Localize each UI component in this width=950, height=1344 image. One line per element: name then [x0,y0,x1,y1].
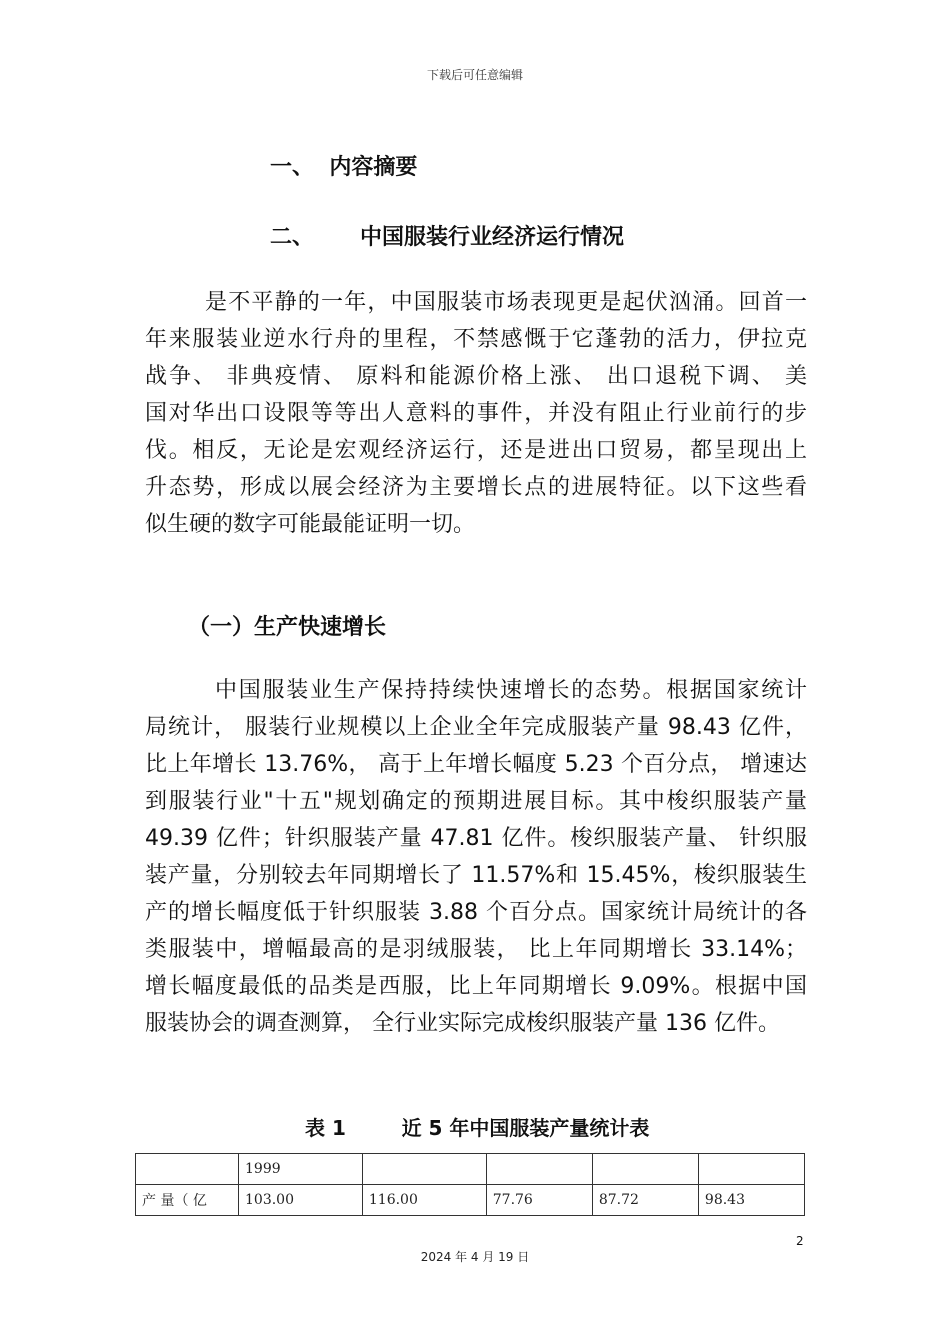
text-line: 年来服装业逆水行舟的里程，不禁感慨于它蓬勃的活力，伊拉克 [145,327,807,352]
text-line: 49.39 亿件；针织服装产量 47.81 亿件。梭织服装产量、 针织服 [145,826,807,851]
table-cell [698,1154,804,1185]
text-line: 国对华出口设限等等出人意料的事件，并没有阻止行业前行的步 [145,401,807,426]
table-cell: 1999 [239,1154,363,1185]
table-cell [362,1154,486,1185]
page-number: 2 [796,1234,804,1248]
text-line: 局统计， 服装行业规模以上企业全年完成服装产量 98.43 亿件， [145,715,807,740]
text-line: 战争、 非典疫情、 原料和能源价格上涨、 出口退税下调、 美 [145,364,807,389]
table-cell: 98.43 [698,1185,804,1216]
table-cell [136,1154,239,1185]
table-row [136,1154,805,1185]
table-cell: 116.00 [362,1185,486,1216]
text-line: 比上年增长 13.76%， 高于上年增长幅度 5.23 个百分点， 增速达 [145,752,807,777]
text-line: 中国服装业生产保持持续快速增长的态势。根据国家统计 [215,678,807,703]
section-heading-industry: 二、 中国服装行业经济运行情况 [270,225,624,250]
table-title: 表 1 近 5 年中国服装产量统计表 [305,1116,650,1140]
text-line: 升态势，形成以展会经济为主要增长点的进展特征。以下这些看 [145,475,807,500]
table-cell [592,1154,698,1185]
table-cell: 77.76 [486,1185,592,1216]
footer-date: 2024 年 4 月 19 日 [420,1250,530,1264]
text-line: 类服装中，增幅最高的是羽绒服装， 比上年同期增长 33.14%； [145,937,807,962]
text-line: 似生硬的数字可能最能证明一切。 [145,512,476,537]
text-line: 服装协会的调查测算， 全行业实际完成梭织服装产量 136 亿件。 [145,1011,780,1036]
text-line: 增长幅度最低的品类是西服，比上年同期增长 9.09%。根据中国 [145,974,807,999]
table-cell [486,1154,592,1185]
text-line: 产的增长幅度低于针织服装 3.88 个百分点。国家统计局统计的各 [145,900,807,925]
paragraph-production [145,672,807,1042]
subheading-production: （一）生产快速增长 [188,615,387,640]
text-line: 装产量，分别较去年同期增长了 11.57%和 15.45%，梭织服装生 [145,863,807,888]
table-row [136,1185,805,1216]
production-stats-table [135,1153,805,1216]
section-heading-summary: 一、 内容摘要 [270,155,418,180]
text-line: 是不平静的一年，中国服装市场表现更是起伏汹涌。回首一 [205,290,807,315]
table-cell: 87.72 [592,1185,698,1216]
header-note: 下载后可任意编辑 [426,68,523,82]
paragraph-intro [145,284,807,543]
text-line: 到服装行业"十五"规划确定的预期进展目标。其中梭织服装产量 [145,789,807,814]
table-cell: 103.00 [239,1185,363,1216]
table-cell: 产 量（ 亿 [136,1185,239,1216]
text-line: 伐。相反，无论是宏观经济运行，还是进出口贸易，都呈现出上 [145,438,807,463]
